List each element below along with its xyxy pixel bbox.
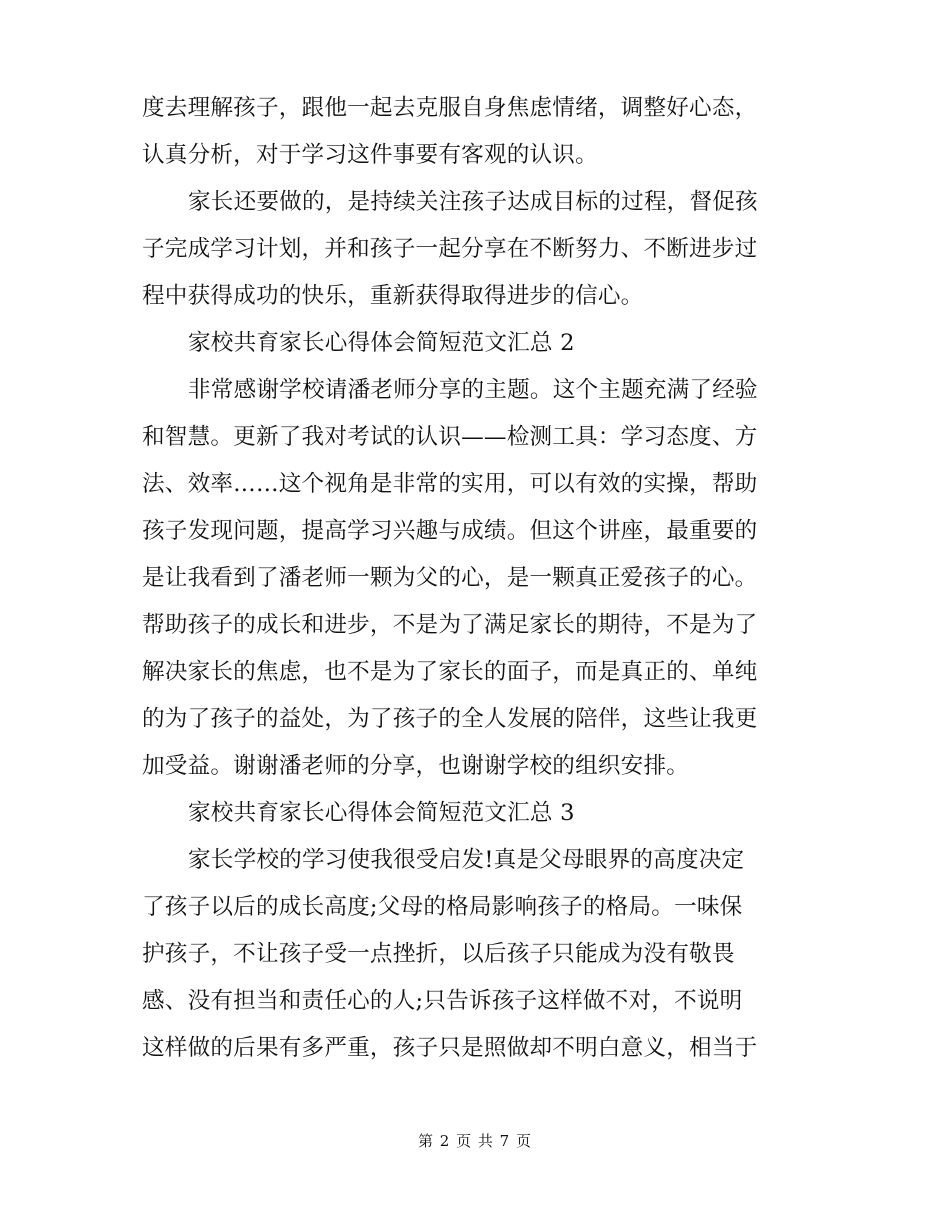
text-line: 护孩子，不让孩子受一点挫折，以后孩子只能成为没有敬畏 — [142, 941, 735, 967]
text-line: 家长学校的学习使我很受启发!真是父母眼界的高度决定 — [188, 847, 745, 873]
text-line: 程中获得成功的快乐，重新获得取得进步的信心。 — [142, 283, 644, 309]
text-line: 法、效率……这个视角是非常的实用，可以有效的实操，帮助 — [142, 471, 758, 497]
text-line: 加受益。谢谢潘老师的分享，也谢谢学校的组织安排。 — [142, 753, 690, 779]
text-line: 了孩子以后的成长高度;父母的格局影响孩子的格局。一味保 — [142, 894, 743, 920]
section-heading: 家校共育家长心得体会简短范文汇总 2 — [188, 330, 575, 356]
text-line: 非常感谢学校请潘老师分享的主题。这个主题充满了经验 — [188, 377, 758, 403]
text-line: 的为了孩子的益处，为了孩子的全人发展的陪伴，这些让我更 — [142, 706, 758, 732]
text-line: 这样做的后果有多严重，孩子只是照做却不明白意义，相当于 — [142, 1035, 758, 1061]
section-heading: 家校共育家长心得体会简短范文汇总 3 — [188, 800, 575, 826]
text-line: 解决家长的焦虑，也不是为了家长的面子，而是真正的、单纯 — [142, 659, 758, 685]
text-line: 认真分析，对于学习这件事要有客观的认识。 — [142, 142, 598, 168]
text-line: 度去理解孩子，跟他一起去克服自身焦虑情绪，调整好心态， — [142, 95, 758, 121]
text-line: 家长还要做的，是持续关注孩子达成目标的过程，督促孩 — [188, 189, 758, 215]
page-footer: 第 2 页 共 7 页 — [418, 1132, 532, 1150]
text-line: 感、没有担当和责任心的人;只告诉孩子这样做不对，不说明 — [142, 988, 743, 1014]
text-line: 是让我看到了潘老师一颗为父的心，是一颗真正爱孩子的心。 — [142, 565, 758, 591]
text-line: 子完成学习计划，并和孩子一起分享在不断努力、不断进步过 — [142, 236, 758, 262]
text-line: 孩子发现问题，提高学习兴趣与成绩。但这个讲座，最重要的 — [142, 518, 758, 544]
text-line: 帮助孩子的成长和进步，不是为了满足家长的期待，不是为了 — [142, 612, 758, 638]
body-text — [142, 85, 812, 1072]
text-line: 和智慧。更新了我对考试的认识——检测工具：学习态度、方 — [142, 424, 758, 450]
